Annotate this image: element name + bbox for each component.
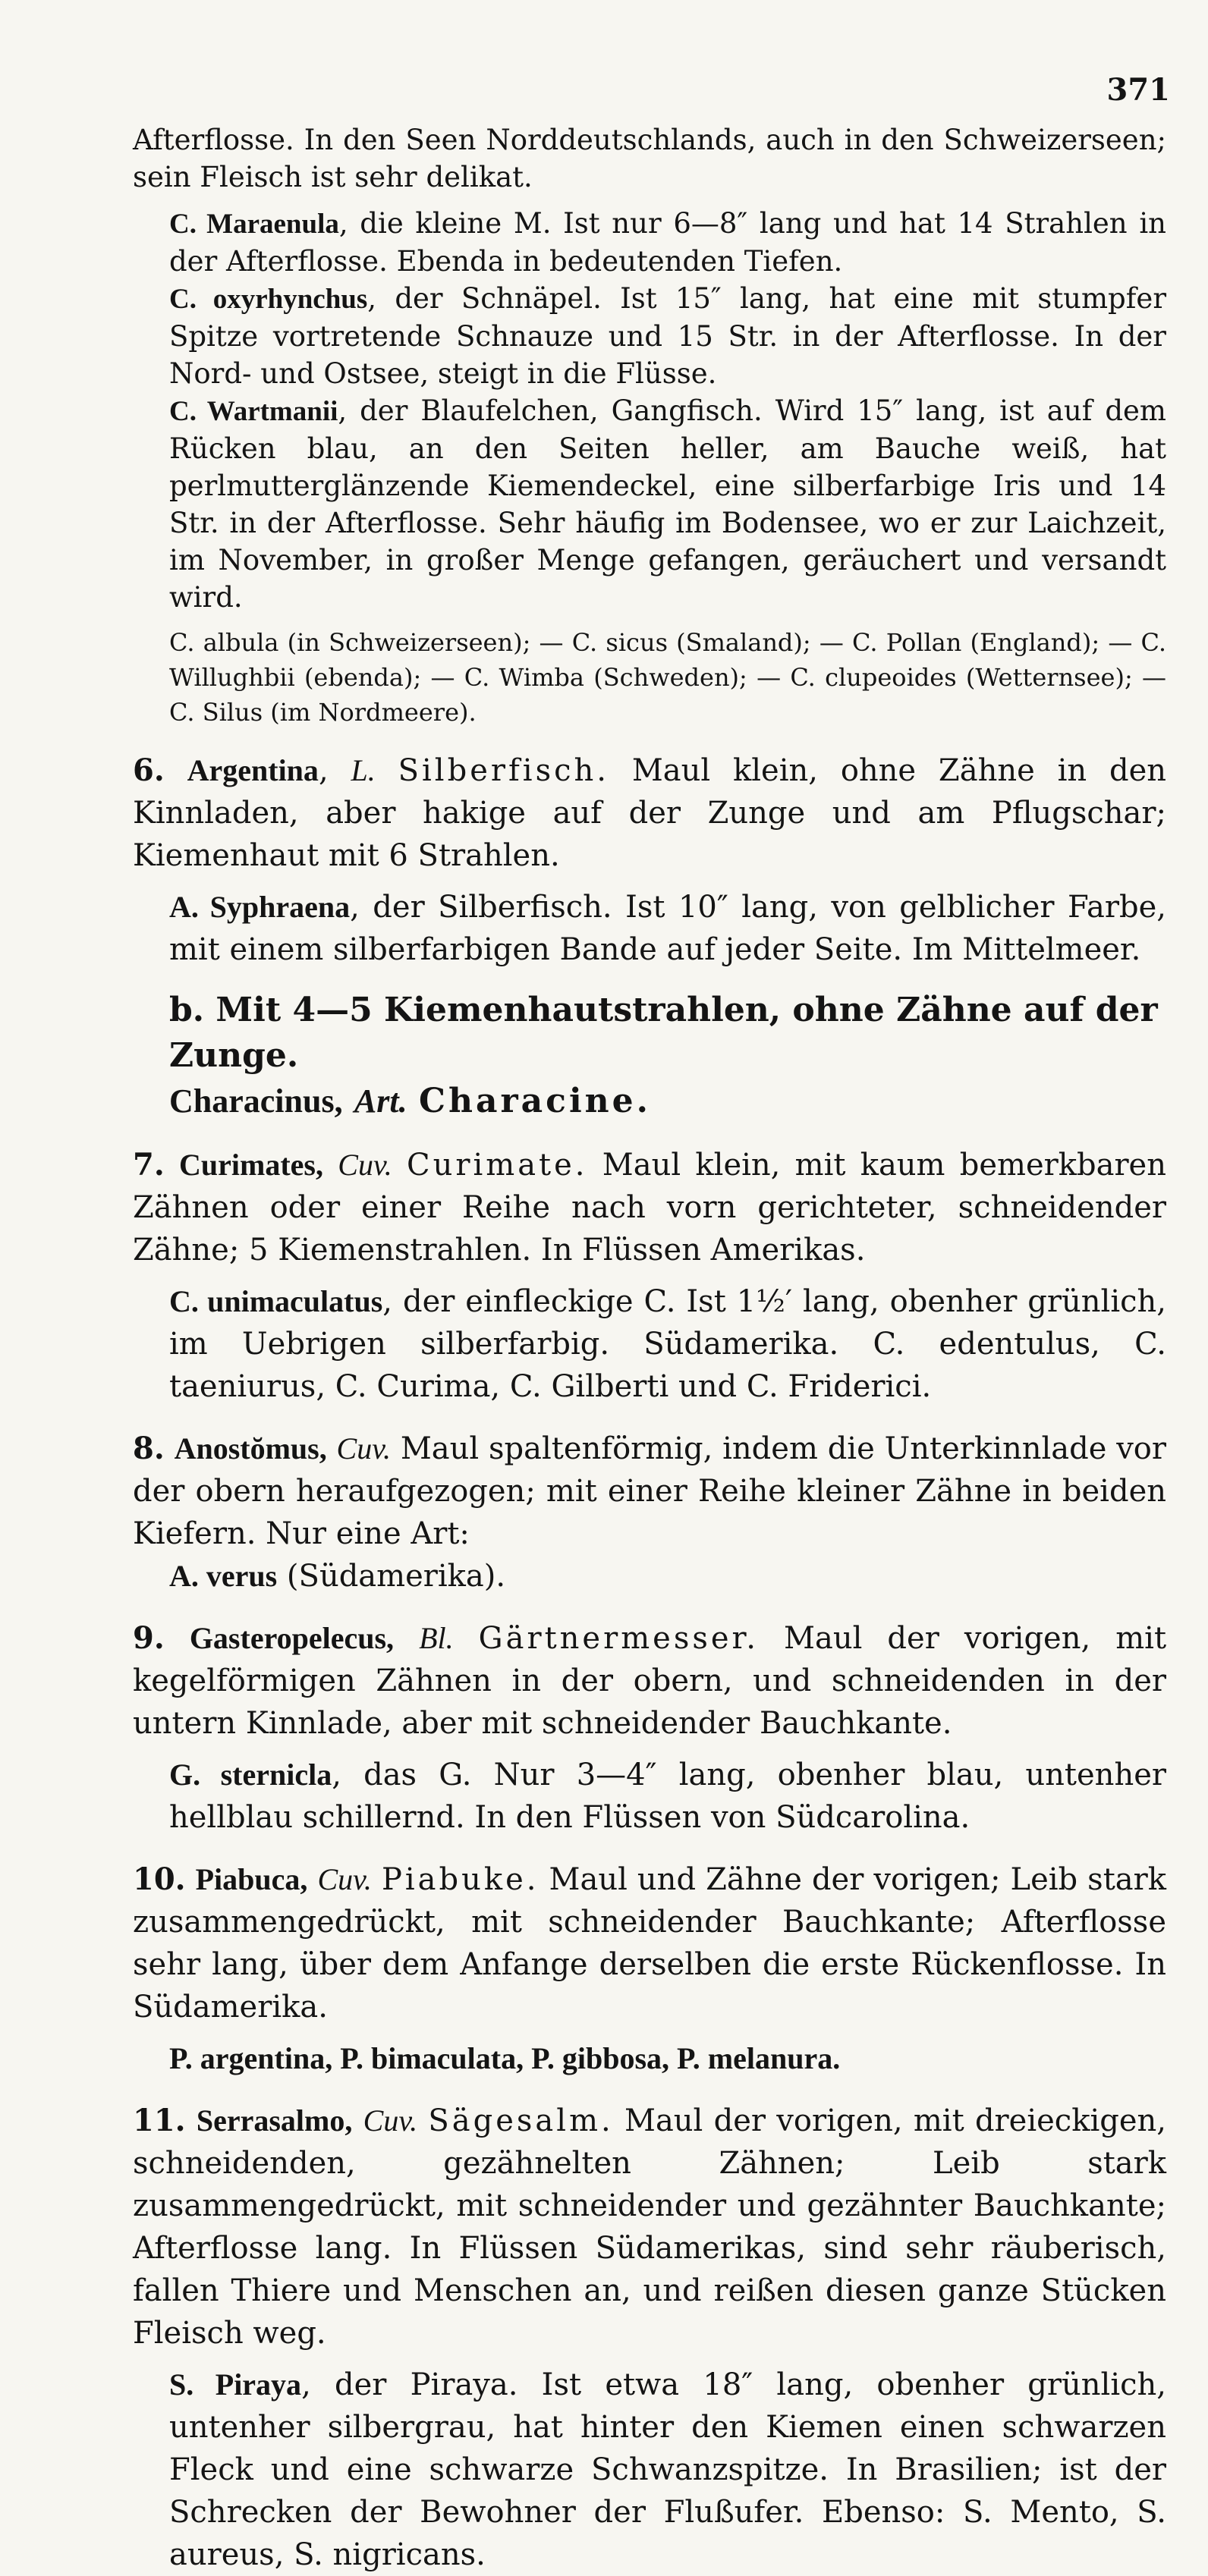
species-piraya [133,2364,1166,2576]
species-list-piabuca [133,2037,1166,2080]
genus-description: Maul klein, ohne Zähne in den Kinnladen, aber hakige auf der Zunge und am Pflugschar; Kiemenhaut mit 6 Strahlen. [133,753,1167,873]
genus-author: Cuv. [363,2103,418,2138]
genus-name: Gasteropelecus, [189,1621,395,1655]
genus-name: Argentina [187,753,319,787]
family-author: Art. [354,1082,407,1120]
species-description: , der Blaufelchen, Gangfisch. Wird 15″ lang, ist auf dem Rücken blau, an den Seiten heller, am Bauche weiß, hat perlmutterglänzende Kiemendeckel, eine silberfarbige Iris und 14 Str. in der Afterflosse. Sehr häufig im Bodensee, wo er zur Laichzeit, im November, in großer Menge gefangen, geräuchert und versandt wird. [169,394,1166,614]
species-name: C. oxyrhynchus [169,284,368,315]
genus-gasteropelecus [133,1617,1166,1745]
genus-author: Cuv. [338,1148,392,1182]
family-name: Characinus, [169,1082,343,1120]
species-sternicla [133,1754,1166,1839]
genus-name: Anostŏmus, [174,1431,327,1465]
species-name: G. sternicla [169,1758,332,1792]
genus-argentina: 6. Argentina, L. Silberfisch. Maul klein, ohne Zähne in den Kinnladen, aber hakige auf der Zunge und am Pflugschar; Kiemenhaut mit 6 Strahlen. [133,752,1167,873]
genus-description: Maul spaltenförmig, indem die Unterkinnlade vor der obern heraufgezogen; mit einer Reihe kleiner Zähne in beiden Kiefern. Nur eine Art: [133,1431,1166,1551]
genus-serrasalmo [133,2100,1166,2355]
species-wartmanii [133,392,1166,616]
species-list-text: P. argentina, P. bimaculata, P. gibbosa, P. melanura. [169,2041,841,2075]
species-description: , der einfleckige C. Ist 1½′ lang, obenher grünlich, im Uebrigen silberfarbig. Südamerika. C. edentulus, C. taeniurus, C. Curima, C. Gilberti und C. Friderici. [169,1284,1166,1404]
continuation-text: Afterflosse. In den Seen Norddeutschlands, auch in den Schweizerseen; sein Fleisch ist sehr delikat. [133,124,1166,193]
genus-number: 9. [133,1620,165,1656]
species-description: , der Schnäpel. Ist 15″ lang, hat eine mit stumpfer Spitze vortretende Schnauze und 15 Str. in der Afterflosse. In der Nord- und Ostsee, steigt in die Flüsse. [169,282,1167,390]
related-species-text: C. albula (in Schweizerseen); — C. sicus (Smaland); — C. Pollan (England); — C. Willughbii (ebenda); — C. Wimba (Schweden); — C. clupeoides (Wetternsee); — C. Silus (im Nordmeere). [169,628,1166,727]
species-description: , der Piraya. Ist etwa 18″ lang, obenher grünlich, untenher silbergrau, hat hinter den Kiemen einen schwarzen Fleck und eine schwarze Schwanzspitze. In Brasilien; ist der Schrecken der Bewohner der Flußufer. Ebenso: S. Mento, S. aureus, S. nigricans. [169,2367,1167,2572]
section-heading-b [133,988,1166,1124]
genus-number: 7. [133,1147,165,1183]
family-german-name: Characine. [418,1082,651,1120]
genus-german-name: Silberfisch. [398,753,609,788]
species-maraenula [133,205,1166,280]
genus-german-name: Piabuke. [381,1862,540,1897]
related-species-list [133,625,1166,730]
genus-name: Piabuca, [195,1862,308,1896]
genus-anostomus [133,1428,1166,1555]
species-name: A. Syphraena [169,890,351,924]
genus-german-name: Sägesalm. [428,2103,614,2138]
species-sphyraena [133,886,1166,971]
species-oxyrhynchus [133,280,1166,392]
genus-curimates [133,1144,1166,1271]
continuation-paragraph [133,121,1166,196]
species-unimaculatus [133,1280,1166,1408]
genus-description: Maul klein, mit kaum bemerkbaren Zähnen oder einer Reihe nach vorn gerichteter, schneidender Zähne; 5 Kiemenstrahlen. In Flüssen Amerikas. [133,1148,1166,1268]
genus-number: 6. [133,752,165,788]
species-description: , das G. Nur 3—4″ lang, obenher blau, untenher hellblau schillernd. In den Flüssen von Südcarolina. [169,1758,1166,1835]
species-name: C. unimaculatus [169,1284,383,1318]
species-name: C. Maraenula [169,209,339,240]
species-description: (Südamerika). [277,1559,506,1594]
genus-author: Bl. [419,1621,454,1655]
genus-name: Curimates, [179,1148,323,1182]
section-heading-text: b. Mit 4—5 Kiemenhautstrahlen, ohne Zähne auf der Zunge. [169,991,1158,1075]
genus-author: Cuv. [317,1862,372,1896]
species-name: S. Piraya [169,2367,302,2402]
genus-german-name: Curimate. [407,1148,588,1183]
species-description: , der Silberfisch. Ist 10″ lang, von gelblicher Farbe, mit einem silberfarbigen Bande auf jeder Seite. Im Mittelmeer. [169,890,1166,967]
species-description: , die kleine M. Ist nur 6—8″ lang und hat 14 Strahlen in der Afterflosse. Ebenda in bedeutenden Tiefen. [169,207,1166,278]
genus-number: 11. [133,2103,186,2138]
species-verus [133,1555,1166,1597]
genus-number: 10. [133,1861,186,1897]
genus-piabuca [133,1858,1166,2028]
species-name: A. verus [169,1559,278,1593]
genus-description: Maul und Zähne der vorigen; Leib stark zusammengedrückt, mit schneidender Bauchkante; Afterflosse sehr lang, über dem Anfange derselben die erste Rückenflosse. In Südamerika. [133,1862,1166,2025]
genus-description: Maul der vorigen, mit kegelförmigen Zähnen in der obern, und schneidenden in der untern Kinnlade, aber mit schneidender Bauchkante. [133,1621,1167,1741]
genus-description: Maul der vorigen, mit dreieckigen, schneidenden, gezähnelten Zähnen; Leib stark zusammengedrückt, mit schneidender und gezähnter Bauchkante; Afterflosse lang. In Flüssen Südamerikas, sind sehr räuberisch, fallen Thiere und Menschen an, und reißen diesen ganze Stücken Fleisch weg. [133,2103,1166,2351]
genus-number: 8. [133,1431,165,1466]
genus-author: Cuv. [336,1431,392,1465]
species-name: C. Wartmanii [169,396,338,427]
page-number: 371 [1106,72,1170,108]
genus-german-name: Gärtnermesser. [478,1621,759,1656]
genus-name: Serrasalmo, [196,2103,353,2138]
genus-author: L. [351,753,376,787]
